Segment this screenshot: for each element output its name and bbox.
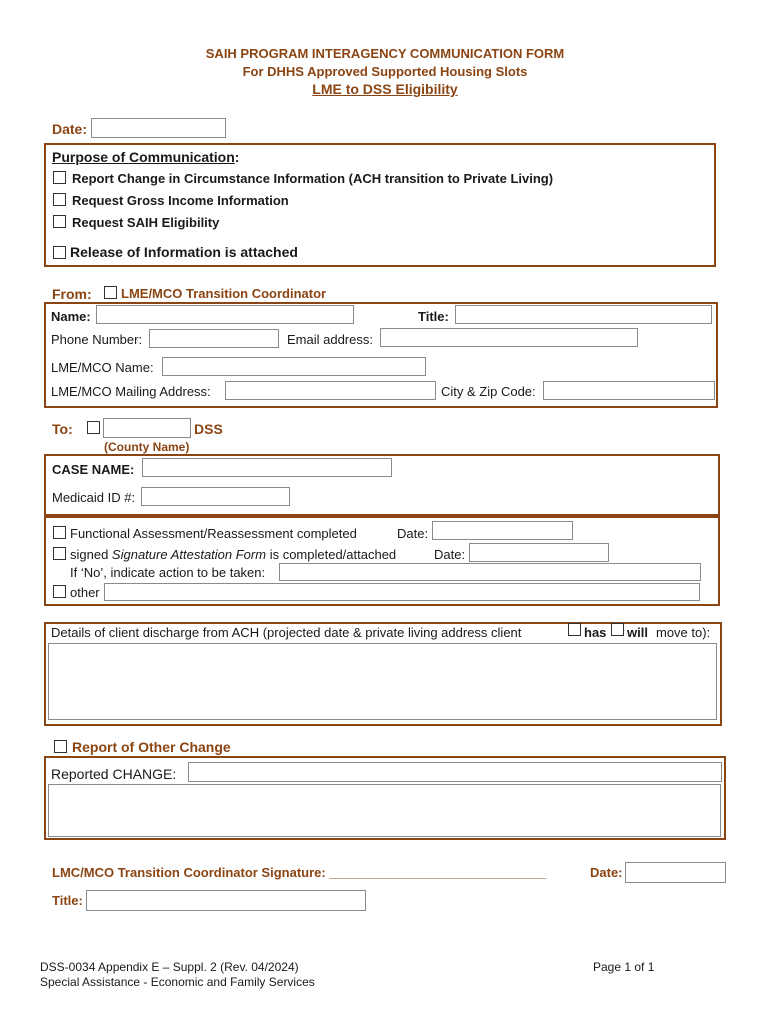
form-subtitle: For DHHS Approved Supported Housing Slots: [242, 64, 528, 79]
signature-label: LMC/MCO Transition Coordinator Signature: ______________________________: [52, 865, 547, 880]
from-label: From:: [52, 286, 92, 302]
case-name-label: CASE NAME:: [52, 462, 135, 477]
if-no-field[interactable]: [279, 563, 701, 581]
lme-name-field[interactable]: [162, 357, 426, 376]
checkbox-report-change[interactable]: [53, 171, 66, 184]
county-field[interactable]: [103, 418, 191, 438]
release-label: Release of Information is attached: [70, 244, 298, 260]
other-change-heading: Report of Other Change: [72, 739, 231, 755]
signed-label: [70, 547, 396, 562]
checkbox-gross-income[interactable]: [53, 193, 66, 206]
functional-label: Functional Assessment/Reassessment completed: [70, 526, 357, 541]
name-field[interactable]: [96, 305, 354, 324]
checkbox-other[interactable]: [53, 585, 66, 598]
date-field[interactable]: [91, 118, 226, 138]
to-label: To:: [52, 421, 73, 437]
discharge-tail: move to):: [656, 625, 711, 640]
signed-date-field[interactable]: [469, 543, 609, 562]
checkbox-lme-coordinator[interactable]: [104, 286, 117, 299]
signed-form-name: Signature Attestation Form: [111, 547, 267, 562]
county-hint: (County Name): [104, 440, 190, 454]
title-field[interactable]: [455, 305, 712, 324]
checkbox-to[interactable]: [87, 421, 100, 434]
signed-date-label: Date:: [434, 547, 466, 562]
city-zip-label: City & Zip Code:: [441, 384, 536, 399]
signature-title-field[interactable]: [86, 890, 366, 911]
phone-label: Phone Number:: [51, 332, 143, 347]
signature-title-label: Title:: [52, 893, 83, 908]
discharge-details-field[interactable]: [48, 643, 717, 720]
signature-date-field[interactable]: [625, 862, 726, 883]
footer-form-number: DSS-0034 Appendix E – Suppl. 2 (Rev. 04/2024): [40, 960, 299, 974]
from-role: LME/MCO Transition Coordinator: [121, 286, 327, 301]
date-label: Date:: [52, 121, 88, 137]
footer-page-number: Page 1 of 1: [593, 960, 655, 974]
mailing-field[interactable]: [225, 381, 436, 400]
signature-date-label: Date:: [590, 865, 623, 880]
title-label: Title:: [418, 309, 449, 324]
signed-prefix: signed: [70, 547, 112, 562]
checkbox-has[interactable]: [568, 623, 581, 636]
reported-change-label: Reported CHANGE:: [51, 766, 177, 782]
purpose-heading-colon: :: [234, 149, 240, 165]
mailing-label: LME/MCO Mailing Address:: [51, 384, 211, 399]
medicaid-field[interactable]: [141, 487, 290, 506]
city-zip-field[interactable]: [543, 381, 715, 400]
email-label: Email address:: [287, 332, 373, 347]
lme-name-label: LME/MCO Name:: [51, 360, 154, 375]
if-no-label: If ‘No’, indicate action to be taken:: [70, 565, 266, 580]
footer-division: Special Assistance - Economic and Family Services: [40, 975, 315, 989]
dss-label: DSS: [194, 421, 223, 437]
name-label: Name:: [51, 309, 91, 324]
case-name-field[interactable]: [142, 458, 392, 477]
reported-change-field[interactable]: [188, 762, 722, 782]
checkbox-will[interactable]: [611, 623, 624, 636]
email-field[interactable]: [380, 328, 638, 347]
form-title: SAIH PROGRAM INTERAGENCY COMMUNICATION FORM: [205, 46, 565, 61]
phone-field[interactable]: [149, 329, 279, 348]
other-label: other: [70, 585, 100, 600]
functional-date-label: Date:: [397, 526, 429, 541]
option-gross-income: Request Gross Income Information: [72, 193, 289, 208]
will-label: will: [627, 625, 648, 640]
checkbox-release[interactable]: [53, 246, 66, 259]
checkbox-other-change[interactable]: [54, 740, 67, 753]
signed-suffix: is completed/attached: [266, 547, 397, 562]
option-saih-eligibility: Request SAIH Eligibility: [72, 215, 220, 230]
medicaid-label: Medicaid ID #:: [52, 490, 136, 505]
option-report-change: Report Change in Circumstance Information (ACH transition to Private Living): [72, 171, 554, 186]
other-field[interactable]: [104, 583, 700, 601]
checkbox-functional[interactable]: [53, 526, 66, 539]
form-type: LME to DSS Eligibility: [312, 81, 458, 97]
purpose-heading-text: Purpose of Communication: [52, 149, 235, 165]
checkbox-saih-eligibility[interactable]: [53, 215, 66, 228]
discharge-label: Details of client discharge from ACH (projected date & private living address client: [51, 625, 522, 640]
functional-date-field[interactable]: [432, 521, 573, 540]
has-label: has: [584, 625, 607, 640]
checkbox-signed[interactable]: [53, 547, 66, 560]
purpose-heading: [52, 149, 239, 165]
change-details-field[interactable]: [48, 784, 721, 837]
